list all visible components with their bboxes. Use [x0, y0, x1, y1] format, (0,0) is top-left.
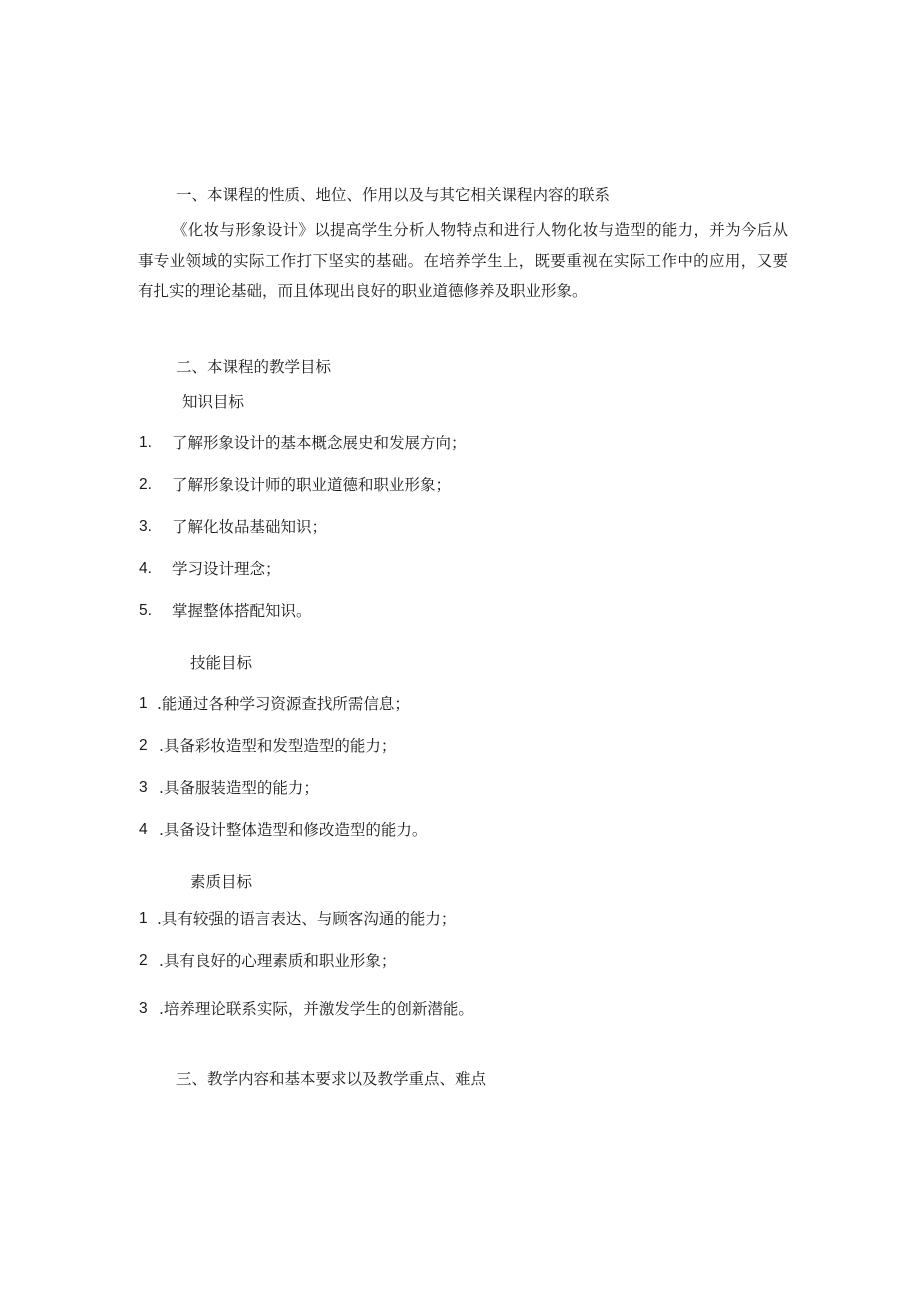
list-item: 了解形象设计师的职业道德和职业形象；: [172, 476, 452, 494]
section-1-paragraph: 《化妆与形象设计》以提高学生分析人物特点和进行人物化妆与造型的能力，并为今后从事专业领域的实际工作打下坚实的基础。在培养学生上，既要重视在实际工作中的应用，又要有扎实的理论基础，而且体现出良好的职业道德修养及职业形象。: [138, 221, 788, 300]
list-item: .具备彩妆造型和发型造型的能力；: [159, 737, 397, 755]
list-item: .具有良好的心理素质和职业形象；: [159, 952, 397, 970]
list-item: .具备服装造型的能力；: [159, 779, 319, 797]
list-item-number: 2: [139, 952, 148, 969]
list-item: .培养理论联系实际，并激发学生的创新潜能。: [159, 1000, 474, 1018]
list-item: 了解化妆品基础知识；: [172, 518, 328, 536]
list-item-number: 2: [139, 737, 148, 754]
section-2-heading: 二、本课程的教学目标: [176, 358, 332, 376]
list-item-number: 5.: [139, 602, 152, 619]
section-3-heading: 三、教学内容和基本要求以及教学重点、难点: [176, 1070, 487, 1088]
list-item-number: 3.: [139, 518, 152, 535]
skill-goals-title: 技能目标: [190, 654, 253, 672]
list-item-number: 4: [139, 821, 148, 838]
list-item-number: 3: [139, 1000, 148, 1017]
list-item-number: 2.: [139, 476, 152, 493]
list-item: .能通过各种学习资源查找所需信息；: [157, 695, 410, 713]
list-item: 了解形象设计的基本概念展史和发展方向；: [172, 434, 467, 452]
list-item: 掌握整体搭配知识。: [172, 602, 312, 620]
list-item-number: 1.: [139, 434, 152, 451]
quality-goals-title: 素质目标: [190, 873, 253, 891]
list-item-number: 1: [139, 695, 148, 712]
list-item: 学习设计理念；: [172, 560, 281, 578]
list-item-number: 1: [139, 910, 148, 927]
list-item-number: 3: [139, 779, 148, 796]
section-1-heading: 一、本课程的性质、地位、作用以及与其它相关课程内容的联系: [176, 186, 611, 204]
list-item-number: 4.: [139, 560, 152, 577]
list-item: .具有较强的语言表达、与顾客沟通的能力；: [157, 910, 457, 928]
list-item: .具备设计整体造型和修改造型的能力。: [159, 821, 428, 839]
knowledge-goals-title: 知识目标: [182, 393, 245, 411]
